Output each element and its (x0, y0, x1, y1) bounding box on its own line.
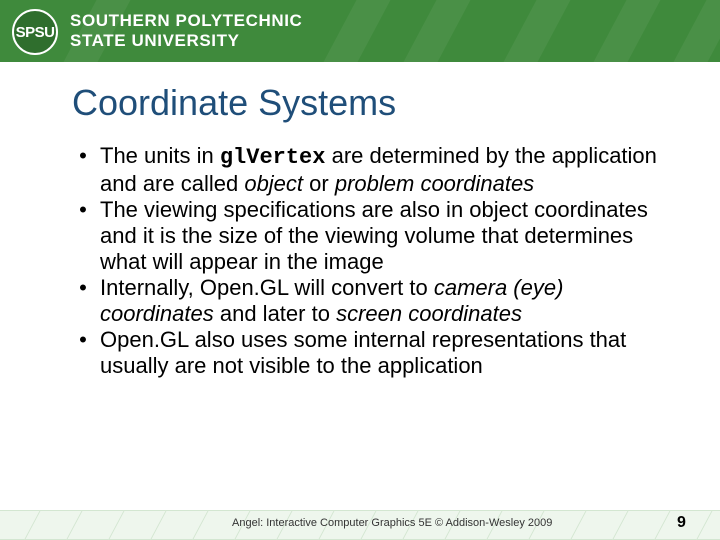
bullet-dot-icon: • (79, 143, 87, 168)
bullet-text: Internally, Open.GL will convert to (100, 275, 434, 300)
footer-credit: Angel: Interactive Computer Graphics 5E © Addison-Wesley 2009 (232, 517, 553, 529)
bullet-item (76, 197, 676, 275)
logo-text: SPSU (15, 23, 55, 41)
bullet-text: are determined by the application and are called (100, 143, 657, 196)
bullet-text: and later to (213, 301, 337, 326)
emphasis-text: problem coordinates (334, 171, 535, 196)
code-text: glVertex (219, 145, 326, 170)
bullet-item (76, 327, 676, 379)
header-banner (0, 0, 720, 62)
university-logo (12, 9, 58, 55)
bullet-text: or (303, 171, 335, 196)
slide-title: Coordinate Systems (72, 82, 397, 123)
page-number: 9 (677, 514, 686, 531)
bullet-dot-icon: • (79, 327, 87, 352)
bullet-item (76, 275, 676, 327)
banner-pattern (504, 0, 571, 62)
bullet-item (76, 143, 676, 197)
banner-pattern (404, 0, 471, 62)
banner-pattern (674, 0, 720, 62)
banner-pattern (594, 0, 661, 62)
emphasis-text: screen coordinates (336, 301, 522, 326)
university-name-line2: STATE UNIVERSITY (70, 31, 240, 50)
bullet-text: The units in (100, 143, 220, 168)
bullet-list (76, 143, 676, 379)
university-name (70, 11, 302, 51)
bullet-text: The viewing specifications are also in object coordinates and it is the size of the viewing volume that determines what will appear in the image (100, 197, 648, 274)
bullet-dot-icon: • (79, 197, 87, 222)
university-name-line1: SOUTHERN POLYTECHNIC (70, 11, 303, 30)
bullet-text: Open.GL also uses some internal representations that usually are not visible to the application (100, 327, 627, 378)
bullet-dot-icon: • (79, 275, 87, 300)
emphasis-text: camera (eye) coordinates (100, 275, 564, 326)
banner-pattern (324, 0, 391, 62)
emphasis-text: object (244, 171, 304, 196)
